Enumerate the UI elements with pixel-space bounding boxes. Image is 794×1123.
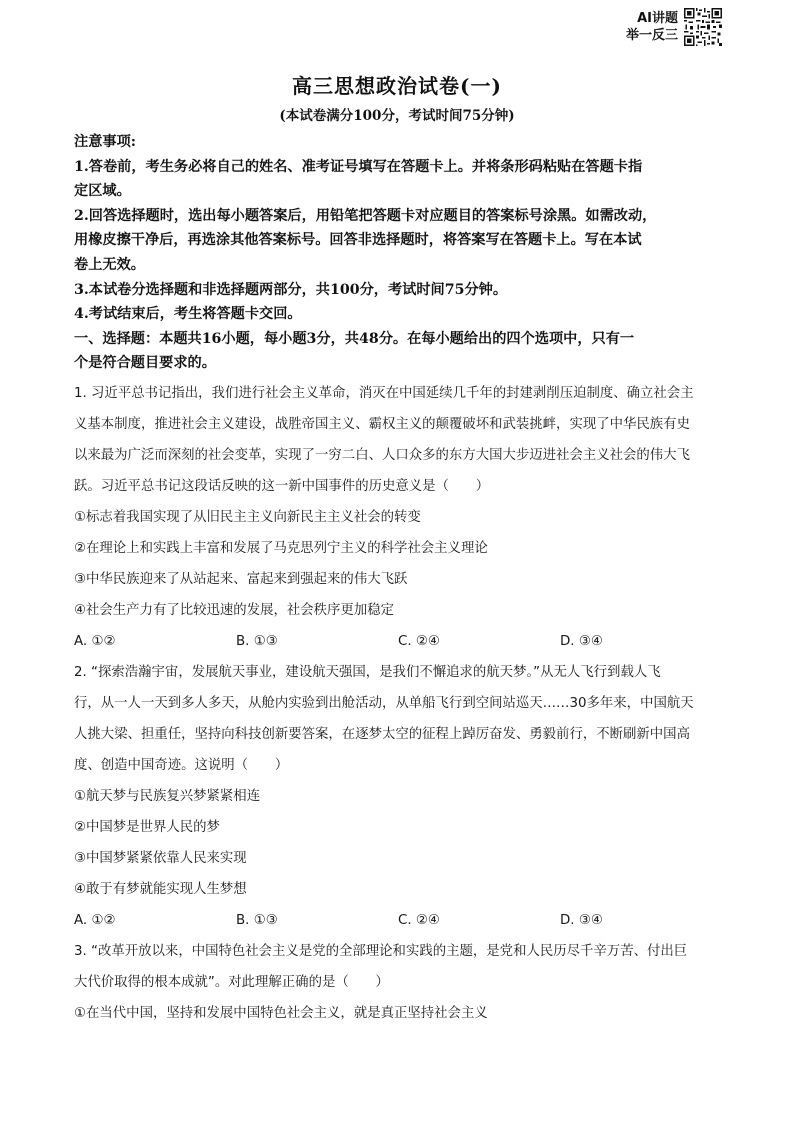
option-a: A. ①② [74,913,116,928]
question-2 [74,657,734,936]
instruction-line: 用橡皮擦干净后，再选涂其他答案标号。回答非选择题时，将答案写在答题卡上。写在本试 [74,232,642,249]
statement-item: ②在理论上和实践上丰富和发展了马克思列宁主义的科学社会主义理论 [74,541,488,556]
question-stem-line: 跃。习近平总书记这段话反映的这一新中国事件的历史意义是（ ） [74,479,490,494]
question-stem-line: 以来最为广泛而深刻的社会变革，实现了一穷二白、人口众多的东方大国大步迈进社会主义社会的伟大飞 [74,448,690,463]
statement-item: ③中国梦紧紧依靠人民来实现 [74,851,247,866]
option-c: C. ②④ [398,634,440,649]
answer-options [74,905,734,936]
option-d: D. ③④ [560,634,603,649]
instructions [74,130,734,376]
option-a: A. ①② [74,634,116,649]
question-list [74,378,734,1029]
statement-item: ①在当代中国，坚持和发展中国特色社会主义，就是真正坚持社会主义 [74,1006,488,1021]
answer-options [74,626,734,657]
question-3 [74,936,734,1029]
section-heading: 一、选择题：本题共16小题，每小题3分，共48分。在每小题给出的四个选项中，只有一 [74,330,635,347]
instruction-line: 1.答卷前，考生务必将自己的姓名、准考证号填写在答题卡上。并将条形码粘贴在答题卡指 [74,158,643,175]
question-stem-line: 义基本制度，推进社会主义建设，战胜帝国主义、霸权主义的颠覆破坏和武装挑衅，实现了中华民族有史 [74,417,690,432]
option-d: D. ③④ [560,913,603,928]
option-c: C. ②④ [398,913,440,928]
statement-item: ④敢于有梦就能实现人生梦想 [74,882,247,897]
qr-code-icon[interactable] [684,8,722,46]
question-stem-line: 大代价取得的根本成就”。对此理解正确的是（ ） [74,975,389,990]
statement-item: ①航天梦与民族复兴梦紧紧相连 [74,789,261,804]
question-stem-line: 行，从一人一天到多人多天，从舱内实验到出舱活动，从单船飞行到空间站巡天……30多年来，中国航天 [74,696,694,711]
instructions-heading: 注意事项: [74,134,136,150]
question-stem-line: 1. 习近平总书记指出，我们进行社会主义革命，消灭在中国延续几千年的封建剥削压迫制度、确立社会主 [74,386,694,401]
question-stem-line: 3. “改革开放以来，中国特色社会主义是党的全部理论和实践的主题，是党和人民历尽千辛万苦、付出巨 [74,944,688,959]
option-b: B. ①③ [236,913,278,928]
badge-line-1: AI讲题 [637,11,678,26]
badge-line-2: 举一反三 [625,28,678,43]
instruction-line: 卷上无效。 [74,256,145,273]
ai-explain-badge[interactable] [626,8,722,46]
option-b: B. ①③ [236,634,278,649]
statement-item: ④社会生产力有了比较迅速的发展，社会秩序更加稳定 [74,603,394,618]
instruction-line: 2.回答选择题时，选出每小题答案后，用铅笔把答题卡对应题目的答案标号涂黑。如需改动， [74,207,657,224]
question-stem-line: 2. “探索浩瀚宇宙，发展航天事业，建设航天强国，是我们不懈追求的航天梦。”从无人飞行到载人飞 [74,665,661,680]
statement-item: ①标志着我国实现了从旧民主主义向新民主主义社会的转变 [74,510,421,525]
exam-subtitle: (本试卷满分100分，考试时间75分钟) [279,108,515,124]
badge-text [626,10,678,44]
question-1 [74,378,734,657]
instruction-line: 定区域。 [74,183,131,200]
instruction-line: 4.考试结束后，考生将答题卡交回。 [74,306,302,323]
section-heading: 个是符合题目要求的。 [74,355,216,372]
question-stem-line: 人挑大梁、担重任，坚持向科技创新要答案，在逐梦太空的征程上踔厉奋发、勇毅前行，不断刷新中国高 [74,727,690,742]
instruction-line: 3.本试卷分选择题和非选择题两部分，共100分，考试时间75分钟。 [74,281,508,298]
question-stem-line: 度、创造中国奇迹。这说明（ ） [74,758,289,773]
exam-title: 高三思想政治试卷(一) [292,74,502,98]
statement-item: ③中华民族迎来了从站起来、富起来到强起来的伟大飞跃 [74,572,408,587]
statement-item: ②中国梦是世界人民的梦 [74,820,220,835]
